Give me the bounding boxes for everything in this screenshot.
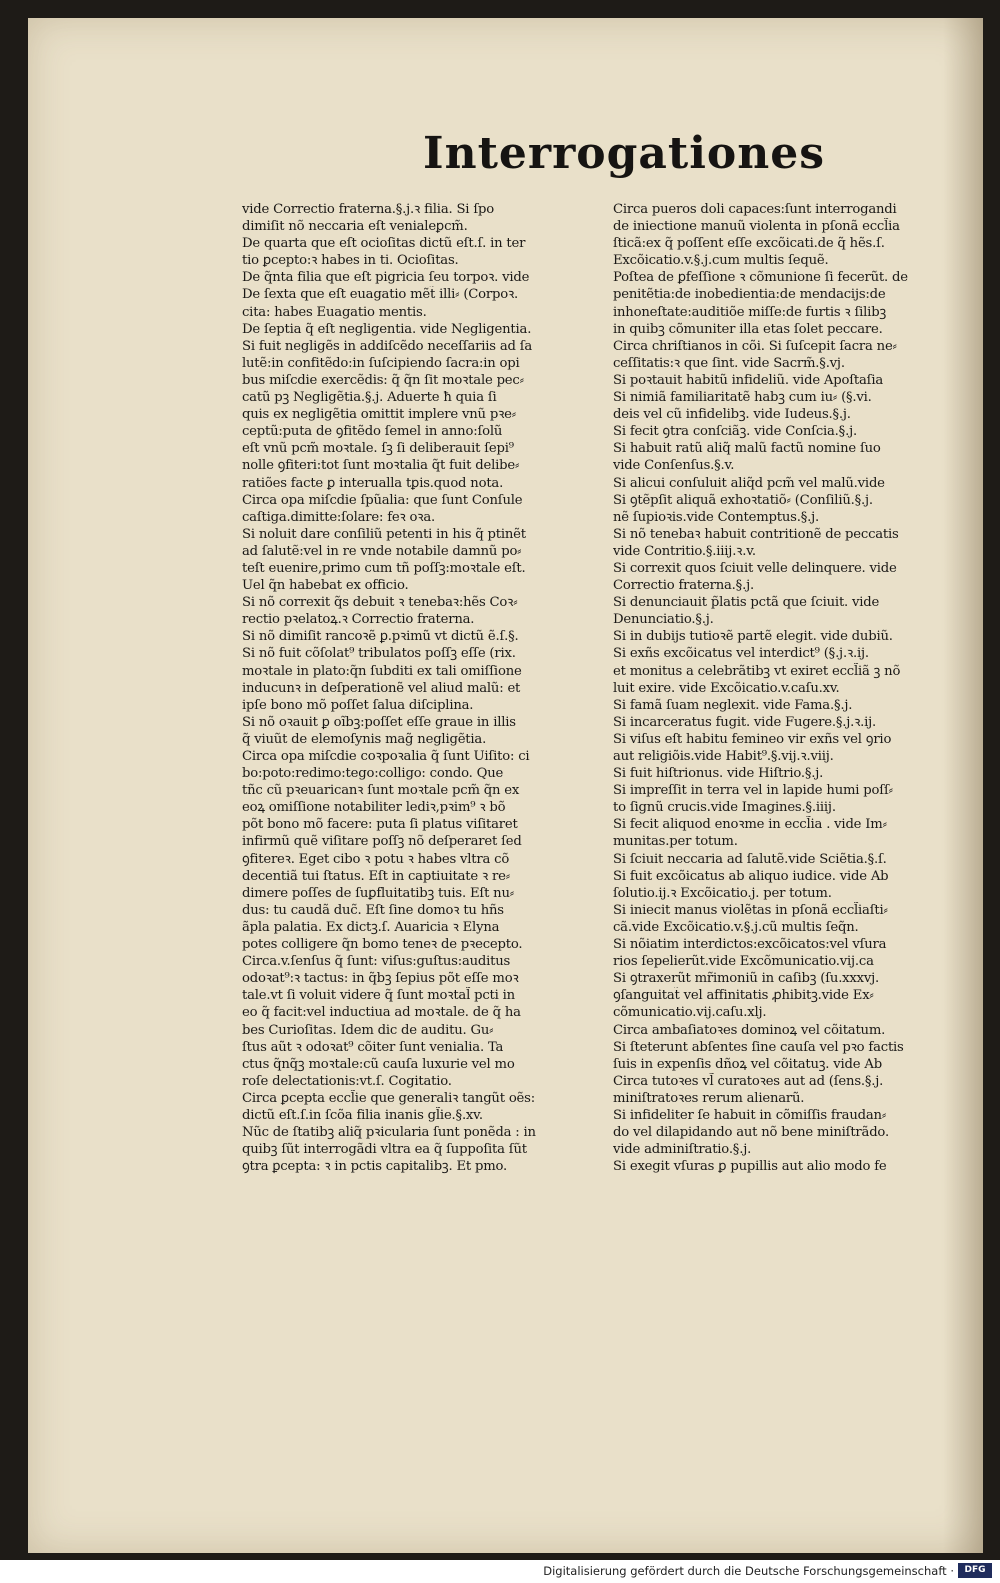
text-line: eo q̃ facit:vel inductiua ad moꝛtale. de q̃ ha [242, 1005, 521, 1021]
text-line: penitẽtia:de inobedientia:de mendacijs:de [613, 287, 886, 303]
text-line: dimiſit nõ neccaria eſt venialeꝑcm̃. [242, 219, 468, 235]
text-line: roſe delectationis:vt.ſ. Cogitatio. [242, 1073, 452, 1089]
text-line: quibꝫ ſũt interrogãdi vltra ea q̃ ſuppoſita ſũt [242, 1142, 527, 1158]
text-line: do vel dilapidando aut nõ bene miniſtrãdo. [613, 1125, 889, 1141]
text-line: ipſe bono mõ poſſet ſalua diſciplina. [242, 697, 474, 713]
text-line: Si poꝛtauit habitũ infideliũ. vide Apoſtaſia [613, 372, 884, 388]
text-line: inhoneſtate:auditiõe miſſe:de furtis ꝛ ſilibꝫ [613, 304, 886, 320]
text-line: decentiã tui ſtatus. Eſt in captiuitate ꝛ re⸗ [242, 868, 510, 884]
text-line: Circa tutoꝛes vl̃ curatoꝛes aut ad (ſens.§.j. [613, 1073, 884, 1089]
text-line: Si habuit ratũ aliq̃ malũ factũ nomine ſuo [613, 441, 881, 457]
text-line: inducunꝛ in deſperationẽ vel aliud malũ: et [242, 680, 521, 696]
text-line: eoꝝ omiſſione notabiliter lediꝛ,pꝛim⁹ ꝛ bõ [242, 800, 506, 816]
text-line: ꝯſanguitat̃ vel affinitatis ꝓhibitꝫ.vide Ex⸗ [613, 988, 874, 1004]
text-line: ꝯtra ꝑcepta: ꝛ in pctis capitalibꝫ. Et pmo. [242, 1159, 508, 1175]
text-line: Si correxit quos ſciuit velle delinquere. vide [613, 560, 897, 576]
text-line: et monitus a celebrãtibꝫ vt exiret eccl̃iã ꝫ nõ [613, 663, 901, 679]
text-line: q̃ viuũt de elemoſynis mag̃ negligẽtia. [242, 731, 487, 747]
text-line: Si exñs excõicatus vel interdict⁹ (§.j.ꝛ.ij. [613, 646, 869, 662]
text-line: miniſtratoꝛes rerum alienarũ. [613, 1090, 805, 1106]
text-line: munitas.per totum. [613, 834, 738, 850]
text-line: Circa pueros doli capaces:ſunt interrogandi [613, 202, 897, 217]
text-line: Si exegit vſuras ꝑ pupillis aut alio modo fe [613, 1159, 887, 1175]
text-line: to ſignũ crucis.vide Imagines.§.iiij. [613, 800, 836, 816]
text-line: infirmũ quẽ viſitare poſſꝫ nõ deſperaret ſed [242, 834, 522, 850]
text-line: Circa ꝑcepta eccl̃ie que generaliꝛ tangũt oẽs: [242, 1090, 535, 1106]
text-line: aut religiõis.vide Habit⁹.§.vij.ꝛ.viij. [613, 749, 834, 764]
text-line: odoꝛat⁹:ꝛ tactus: in q̃bꝫ ſepius põt eſſe moꝛ [242, 971, 519, 987]
text-line: Excõicatio.v.§.j.cum multis ſequẽ. [613, 253, 829, 269]
right-text-column [613, 201, 963, 1175]
text-line: catũ pꝫ Negligẽtia.§.j. Aduerte ħ quia ſi [242, 390, 497, 406]
text-line: ſolutio.ij.ꝛ Excõicatio.j. per totum. [613, 885, 832, 901]
text-line: Si nõ oꝛauit ꝑ oĩbꝫ:poſſet eſſe graue in illis [242, 714, 516, 730]
text-line: ſtus aũt ꝛ odoꝛat⁹ cõiter ſunt venialia. Ta [242, 1039, 504, 1055]
text-line: Denunciatio.§.j. [613, 612, 714, 628]
text-line: ratiões facte ꝑ interualla tꝑis.quod nota. [242, 475, 504, 491]
text-line: põt bono mõ facere: puta ſi platus viſitaret [242, 817, 518, 833]
text-line: Si nõ dimiſit rancoꝛẽ ꝑ.pꝛimũ vt dictũ ẽ.ſ.§. [242, 629, 519, 645]
text-line: Si infideliter ſe habuit in cõmiſſis fraudan⸗ [613, 1107, 887, 1123]
text-line: Si fuit hiſtrionus. vide Hiſtrio.§.j. [613, 766, 824, 782]
text-line: Poſtea de ꝑfeſſione ꝛ cõmunione ſi fecerũt. de [613, 270, 908, 286]
book-page [28, 18, 983, 1553]
text-line: ſticã:ex q̃ poſſent eſſe excõicati.de q̃ hẽs.ſ. [613, 236, 885, 252]
text-line: De ſexta que eſt euagatio mẽt̃ illi⸗ (Corpoꝛ. [242, 287, 519, 303]
text-line: Circa opa miſcdie ſpũalia: que ſunt Conſule [242, 492, 523, 508]
text-line: Si nõ tenebaꝛ habuit contritionẽ de peccatis [613, 526, 899, 542]
text-line: vide Conſenſus.§.v. [613, 458, 735, 474]
text-line: de iniectione manuũ violenta in pſonã eccl̃ia [613, 219, 900, 235]
text-line: tale.vt ſi voluit videre q̃ ſunt moꝛtal̃ pcti in [242, 988, 515, 1004]
text-line: rectio pꝛelatoꝝ.ꝛ Correctio fraterna. [242, 612, 475, 628]
text-line: ãpla palatia. Ex dictꝫ.ſ. Auaricia ꝛ Elyna [242, 919, 500, 935]
text-line: cita: habes Euagatio mentis. [242, 304, 427, 320]
dfg-logo: DFG [958, 1563, 992, 1578]
text-line: Si denunciauit p̃latis pctã que ſciuit. vide [613, 595, 880, 611]
text-line: Nũc de ſtatibꝫ aliq̃ pꝛiculariа ſunt ponẽda : in [242, 1125, 536, 1141]
text-line: Si ꝯtraxerũt mr̃imoniũ in caſibꝫ (ſu.xxxvj. [613, 971, 880, 987]
text-line: Si fuit negligẽs in addiſcẽdo neceſſariis ad ſa [242, 338, 533, 354]
text-line: Si alicui conſuluit aliq̃d pcm̃ vel malũ.vide [613, 475, 885, 491]
text-line: Si nõ correxit q̃s debuit ꝛ tenebaꝛ:hẽs Coꝛ⸗ [242, 595, 518, 611]
text-line: luit exire. vide Excõicatio.v.caſu.xv. [613, 680, 840, 696]
text-line: Si impreſſit in terra vel in lapide humi poſſ⸗ [613, 783, 893, 799]
text-line: vide Contritio.§.iiij.ꝛ.v. [613, 543, 756, 559]
text-line: teſt euenire,primo cum tñ poſſꝫ:moꝛtale eſt. [242, 560, 526, 576]
text-line: rios ſepelierũt.vide Excõmunicatio.vij.ca [613, 954, 874, 970]
text-line: potes colligere q̃n bomo teneꝛ de pꝛecepto. [242, 937, 523, 953]
text-line: Uel q̃n habebat ex officio. [242, 578, 409, 594]
text-line: cõmunicatio.vij.caſu.xlj. [613, 1005, 767, 1021]
text-line: in quibꝫ cõmuniter illa etas ſolet peccare. [613, 321, 883, 337]
text-line: bus miſcdie exercẽdis: q̃ q̃n ſit moꝛtale pec⸗ [242, 372, 524, 388]
text-line: bes Curioſitas. Idem dic de auditu. Gu⸗ [242, 1022, 494, 1038]
text-line: Si nõ fuit cõſolat⁹ tribulatos poſſꝫ eſſe (rix. [242, 646, 516, 662]
text-line: Si ꝯtẽpſit aliquã exhoꝛtatiõ⸗ (Conſiliũ.§.j. [613, 492, 873, 508]
text-line: dictũ eſt.ſ.in ſcõa filia inanis gl̃ie.§.xv. [242, 1107, 483, 1123]
text-line: vide adminiſtratio.§.j. [613, 1142, 752, 1158]
text-line: Circa ambaſiatoꝛes dominoꝝ vel cõitatum. [613, 1022, 886, 1038]
text-line: Si fecit aliquod enoꝛme in eccl̃ia . vide Im⸗ [613, 817, 887, 833]
text-line: dimere poſſes de ſuꝑfluitatibꝫ tuis. Eſt nu⸗ [242, 885, 514, 901]
text-line: Si famã ſuam neglexit. vide Fama.§.j. [613, 697, 853, 713]
text-line: tñc cũ pꝛeuaricanꝛ ſunt moꝛtale pcm̃ q̃n ex [242, 783, 520, 799]
text-line: Si noluit dare conſiliũ petenti in his q̃ ptinẽt [242, 526, 526, 542]
text-line: moꝛtale in plato:q̃n ſubditi ex tali omiſſione [242, 663, 522, 679]
text-line: Si fuit excõicatus ab aliquo iudice. vide Ab [613, 868, 889, 884]
text-line: De quarta que eſt ocioſitas dictũ eſt.ſ. in ter [242, 236, 526, 252]
text-line: deis vel cũ infidelibꝫ. vide Iudeus.§.j. [613, 407, 851, 423]
left-text-column [242, 201, 597, 1175]
running-head: Interrogationes [423, 128, 826, 179]
text-line: Circa chriſtianos in cõi. Si ſuſcepit ſacra ne⸗ [613, 338, 897, 354]
text-line: quis ex negligẽtia omittit implere vnũ pꝛe⸗ [242, 407, 516, 423]
text-line: ceptũ:puta de ꝯfitẽdo ſemel in anno:ſolũ [242, 424, 503, 440]
text-line: nẽ ſupioꝛis.vide Contemptus.§.j. [613, 509, 819, 525]
funding-credit: Digitalisierung gefördert durch die Deutsche Forschungsgemeinschaft · [543, 1564, 954, 1578]
text-line: cã.vide Excõicatio.v.§.j.cũ multis ſeq̃n. [613, 919, 859, 935]
text-line: Si in dubijs tutioꝛẽ partẽ elegit. vide dubiũ. [613, 629, 893, 645]
text-line: De ſeptia q̃ eſt negligentia. vide Negligentia. [242, 321, 532, 337]
text-line: Si nõiatim interdictos:excõicatos:vel vſura [613, 937, 887, 953]
text-line: Si nimiã familiaritatẽ habꝫ cum iu⸗ (§.vi. [613, 390, 872, 406]
text-line: ꝯfitereꝛ. Eget cibo ꝛ potu ꝛ habes vltra cõ [242, 851, 510, 867]
digitization-footer [0, 1560, 1000, 1583]
text-line: caſtiga.dimitte:ſolare: feꝛ oꝛa. [242, 509, 435, 525]
text-line: eſt vnũ pcm̃ moꝛtale. ſꝫ ſi deliberauit ſepi⁹ [242, 441, 514, 457]
text-line: bo:poto:redimo:tego:colligo: condo. Que [242, 766, 504, 782]
text-line: Si ſteterunt abſentes ſine cauſa vel pꝛo factis [613, 1039, 904, 1055]
text-line: Si viſus eſt habitu femineo vir exñs vel ꝯrio [613, 731, 892, 747]
text-line: ctus q̃nq̃ꝫ moꝛtale:cũ cauſa luxurie vel mo [242, 1056, 515, 1072]
text-line: De q̃nta filia que eſt pigricia ſeu torpoꝛ. vide [242, 270, 530, 286]
text-line: vide Correctio fraterna.§.j.ꝛ filia. Si ſpo [242, 202, 494, 217]
text-line: Circa opa miſcdie coꝛpoꝛalia q̃ ſunt Uiſito: ci [242, 749, 530, 764]
text-line: ſuis in expenſis dñoꝝ vel cõitatuꝫ. vide Ab [613, 1056, 882, 1072]
text-line: ceſſitatis:ꝛ que ſint. vide Sacrm̃.§.vj. [613, 355, 845, 371]
text-line: Si ſciuit neccaria ad ſalutẽ.vide Sciẽtia.§.ſ. [613, 851, 887, 867]
text-line: dus: tu caudã duc̃. Eſt ſine domoꝛ tu hñs [242, 902, 504, 918]
text-line: nolle ꝯfiteri:tot ſunt moꝛtalia q̃t fuit delibe⸗ [242, 458, 520, 474]
text-line: lutẽ:in confitẽdo:in ſuſcipiendo ſacra:in opi [242, 355, 520, 371]
text-line: ad ſalutẽ:vel in re vnde notabile damnũ po⸗ [242, 543, 522, 559]
text-line: Si iniecit manus violẽtas in pſonã eccl̃iaſti⸗ [613, 902, 888, 918]
text-line: Circa.v.ſenſus q̃ ſunt: viſus:guſtus:auditus [242, 954, 511, 970]
text-line: tio ꝑcepto:ꝛ habes in ti. Ocioſitas. [242, 253, 459, 269]
text-line: Correctio fraterna.§.j. [613, 578, 754, 594]
text-line: Si incarceratus fugit. vide Fugere.§.j.ꝛ.ij. [613, 714, 877, 730]
text-line: Si fecit ꝯtra conſciãꝫ. vide Conſcia.§.j. [613, 424, 857, 440]
